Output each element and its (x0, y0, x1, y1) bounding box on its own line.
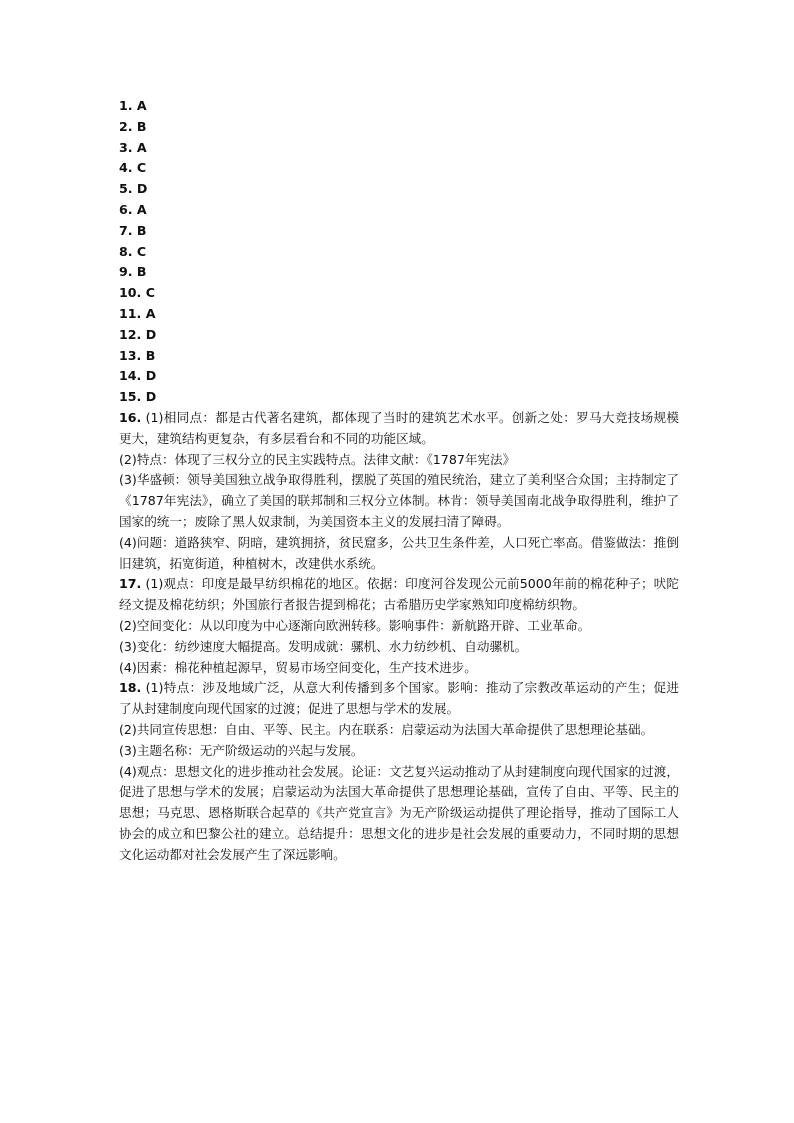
q18-part-3: (3)主题名称：无产阶级运动的兴起与发展。 (119, 742, 364, 758)
q17-part-4: (4)因素：棉花种植起源早，贸易市场空间变化，生产技术进步。 (119, 659, 477, 675)
answer-line-5: 5. D (119, 181, 148, 197)
q16-number: 16. (119, 409, 142, 425)
answer-line-6: 6. A (119, 201, 147, 217)
q16-part-4: (4)问题：道路狭窄、阴暗，建筑拥挤，贫民窟多，公共卫生条件差，人口死亡率高。借鉴做法：推倒旧建筑，拓宽街道，种植树木，改建供水系统。 (119, 534, 679, 571)
q18-part-1-text: (1)特点：涉及地域广泛，从意大利传播到多个国家。影响：推动了宗教改革运动的产生；促进了从封建制度向现代国家的过渡；促进了思想与学术的发展。 (119, 680, 679, 717)
answer-line-15: 15. D (119, 389, 157, 405)
answer-line-8: 8. C (119, 243, 147, 259)
answer-line-10: 10. C (119, 285, 155, 301)
answer-line-13: 13. B (119, 347, 156, 363)
answer-line-2: 2. B (119, 118, 147, 134)
answer-line-14: 14. D (119, 368, 157, 384)
q16-part-1 (119, 408, 679, 450)
q16-part-2: (2)特点：体现了三权分立的民主实践特点。法律文献：《1787年宪法》 (119, 451, 516, 467)
q17-part-2: (2)空间变化：从以印度为中心逐渐向欧洲转移。影响事件：新航路开辟、工业革命。 (119, 617, 591, 633)
answer-line-4: 4. C (119, 160, 147, 176)
q17-part-1 (119, 574, 679, 616)
q18-number: 18. (119, 680, 142, 696)
q17-part-3: (3)变化：纺纱速度大幅提高。发明成就：骡机、水力纺纱机、自动骡机。 (119, 638, 528, 654)
answer-line-7: 7. B (119, 222, 147, 238)
answer-line-12: 12. D (119, 326, 157, 342)
q17-number: 17. (119, 576, 142, 592)
answer-line-3: 3. A (119, 139, 147, 155)
q16-part-1-text: (1)相同点：都是古代著名建筑，都体现了当时的建筑艺术水平。创新之处：罗马大竞技场规模更大，建筑结构更复杂，有多层看台和不同的功能区域。 (119, 409, 679, 446)
answer-line-1: 1. A (119, 98, 147, 113)
answer-line-9: 9. B (119, 264, 147, 280)
q18-part-4: (4)观点：思想文化的进步推动社会发展。论证：文艺复兴运动推动了从封建制度向现代国家的过渡，促进了思想与学术的发展；启蒙运动为法国大革命提供了思想理论基础，宣传了自由、平等、民主的思想；马克思、恩格斯联合起草的《共产党宣言》为无产阶级运动提供了理论指导，推动了国际工人协会的成立和巴黎公社的建立。总结提升：思想文化的进步是社会发展的重要动力，不同时期的思想文化运动都对社会发展产生了深远影响。 (119, 763, 679, 862)
q18-part-2: (2)共同宣传思想：自由、平等、民主。内在联系：启蒙运动为法国大革命提供了思想理论基础。 (119, 721, 654, 737)
q18-part-1 (119, 678, 679, 720)
answer-content (119, 96, 679, 865)
q17-part-1-text: (1)观点：印度是最早纺织棉花的地区。依据：印度河谷发现公元前5000年前的棉花种子；吠陀经文提及棉花纺织；外国旅行者报告提到棉花；古希腊历史学家熟知印度棉纺织物。 (119, 576, 679, 613)
q16-part-3: (3)华盛顿：领导美国独立战争取得胜利，摆脱了英国的殖民统治，建立了美利坚合众国；主持制定了《1787年宪法》，确立了美国的联邦制和三权分立体制。林肯：领导美国南北战争取得胜利，维护了国家的统一；废除了黑人奴隶制，为美国资本主义的发展扫清了障碍。 (119, 472, 679, 529)
answer-line-11: 11. A (119, 305, 156, 321)
